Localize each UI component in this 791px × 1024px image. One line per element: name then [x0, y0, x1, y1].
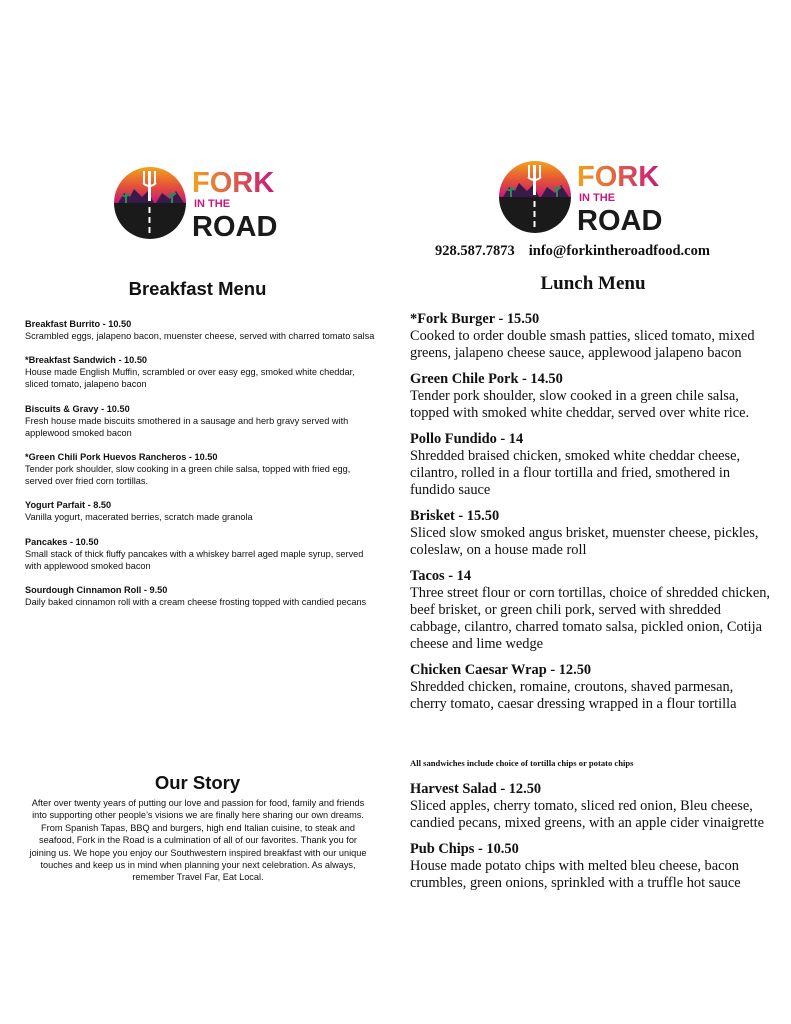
item-name: Tacos - 14: [410, 568, 472, 584]
lunch-menu-title: Lunch Menu: [540, 273, 646, 294]
logo-graphic: [497, 157, 672, 235]
item-desc: Tender pork shoulder, slow cooking in a green chile salsa, topped with fried egg, served over fried corn tortillas.: [25, 464, 351, 487]
item-desc: Daily baked cinnamon roll with a cream cheese frosting topped with candied pecans: [25, 597, 367, 608]
breakfast-items: [25, 318, 375, 620]
contact-info: [435, 243, 775, 260]
item-name: *Green Chili Pork Huevos Rancheros - 10.50: [25, 452, 218, 463]
item-desc: Vanilla yogurt, macerated berries, scratch made granola: [25, 512, 253, 523]
logo-line2: IN THE: [194, 198, 231, 210]
item-desc: Fresh house made biscuits smothered in a sausage and herb gravy served with applewood smoked bacon: [25, 415, 349, 438]
our-story-text: After over twenty years of putting our love and passion for food, family and friends into supporting other people’s visions we are finally here sharing our own dreams. From Spanish Tapas, BBQ and burgers, high end Italian cuisine, to steak and seafood, Fork in the Road is a culmination of all of our favorites. Thank you for joining us. We hope you enjoy our Southwestern inspired breakfast with our unique touches and keep us in mind when planning your next celebration. As always, remember Travel Far, Eat Local.: [29, 798, 367, 883]
menu-item: [410, 781, 772, 832]
sandwich-note: All sandwiches include choice of tortilla chips or potato chips: [410, 758, 634, 768]
item-desc: Sliced slow smoked angus brisket, muenster cheese, pickles, coleslaw, on a house made roll: [410, 525, 759, 558]
logo-line1: FORK: [192, 167, 275, 199]
logo-line1: FORK: [577, 161, 660, 193]
item-name: *Breakfast Sandwich - 10.50: [25, 355, 148, 366]
menu-item: [410, 508, 772, 559]
logo-graphic: [112, 163, 284, 241]
item-name: *Fork Burger - 15.50: [410, 311, 540, 327]
item-name: Chicken Caesar Wrap - 12.50: [410, 662, 592, 678]
item-name: Pancakes - 10.50: [25, 536, 99, 547]
menu-item: [410, 841, 772, 892]
item-desc: Small stack of thick fluffy pancakes with a whiskey barrel aged maple syrup, served with applewood smoked bacon: [25, 548, 364, 571]
item-name: Sourdough Cinnamon Roll - 9.50: [25, 585, 168, 596]
item-name: Yogurt Parfait - 8.50: [25, 500, 112, 511]
logo-line3: ROAD: [192, 211, 278, 241]
item-desc: House made potato chips with melted bleu cheese, bacon crumbles, green onions, sprinkled with a truffle hot sauce: [410, 858, 741, 891]
item-desc: House made English Muffin, scrambled or over easy egg, smoked white cheddar, sliced tomato, jalapeno bacon: [25, 367, 355, 390]
menu-item: [410, 371, 772, 422]
lunch-items-extra: [410, 781, 772, 901]
item-name: Breakfast Burrito - 10.50: [25, 319, 132, 329]
menu-item: [25, 318, 375, 342]
item-desc: Three street flour or corn tortillas, choice of shredded chicken, beef brisket, or green chili pork, served with shredded cabbage, cilantro, charred tomato salsa, pickled onion, Cotija cheese and lime wedge: [410, 585, 771, 652]
menu-item: [410, 311, 772, 362]
menu-item: [25, 499, 375, 523]
menu-item: [25, 354, 375, 390]
menu-item: [25, 451, 375, 487]
item-desc: Cooked to order double smash patties, sliced tomato, mixed greens, jalapeno cheese sauce, applewood jalapeno bacon: [410, 328, 755, 361]
phone-number[interactable]: 928.587.7873: [435, 243, 515, 259]
menu-item: [25, 584, 375, 608]
email-address[interactable]: info@forkintheroadfood.com: [528, 243, 710, 259]
item-desc: Sliced apples, cherry tomato, sliced red onion, Bleu cheese, candied pecans, mixed greens, with an apple cider vinaigrette: [410, 798, 765, 831]
fork-in-the-road-logo: [112, 163, 284, 241]
our-story-title: Our Story: [154, 772, 241, 793]
fork-in-the-road-logo: [497, 157, 672, 235]
item-desc: Shredded braised chicken, smoked white cheddar cheese, cilantro, rolled in a flour tortilla and fried, smothered in fundido sauce: [410, 448, 741, 498]
item-desc: Shredded chicken, romaine, croutons, shaved parmesan, cherry tomato, caesar dressing wrapped in a flour tortilla: [410, 679, 737, 712]
item-desc: Tender pork shoulder, slow cooked in a green chile salsa, topped with smoked white cheddar, served over white rice.: [410, 388, 750, 421]
item-name: Brisket - 15.50: [410, 508, 500, 524]
menu-item: [410, 662, 772, 713]
menu-item: [410, 568, 772, 653]
menu-item: [25, 536, 375, 572]
item-name: Green Chile Pork - 14.50: [410, 371, 563, 387]
item-desc: Scrambled eggs, jalapeno bacon, muenster cheese, served with charred tomato salsa: [25, 331, 375, 341]
breakfast-menu-title: Breakfast Menu: [128, 278, 267, 299]
item-name: Pollo Fundido - 14: [410, 431, 524, 447]
item-name: Harvest Salad - 12.50: [410, 781, 542, 797]
menu-item: [25, 403, 375, 439]
lunch-items: [410, 311, 772, 722]
logo-line3: ROAD: [577, 205, 663, 235]
logo-line2: IN THE: [579, 192, 616, 204]
menu-item: [410, 431, 772, 499]
item-name: Pub Chips - 10.50: [410, 841, 519, 857]
item-name: Biscuits & Gravy - 10.50: [25, 403, 130, 414]
